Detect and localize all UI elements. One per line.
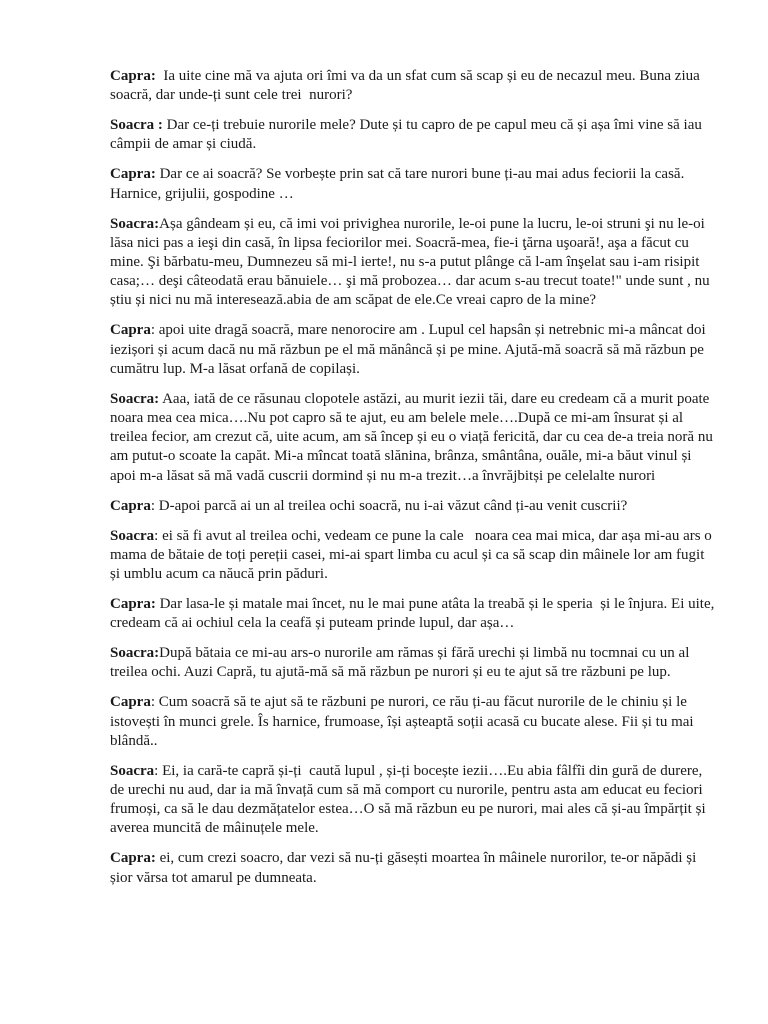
dialogue-line: Aaa, iată de ce răsunau clopotele astăzi, au murit iezii tăi, dare eu credeam că a murit poate noara mea cea mica….Nu pot capro să te ajut, eu am belele mele….După ce mi-am însurat și al treilea fecior, am crezut că, uite acum, am să încep și eu o viață fericită, dar cu cea de-a treia noră nu am putut-o scoate la capăt. Mi-a mîncat toată slănina, brânza, smântâna, ouăle, mi-a băut vinul și apoi m-a lăsat să mă vadă cuscrii dormind și nu m-a trezit…a învrăjbitși pe celelalte nurori bbox=[110, 390, 717, 484]
dialogue-paragraph bbox=[110, 165, 716, 203]
speaker-name: Soacra: bbox=[110, 215, 160, 232]
dialogue-paragraph bbox=[110, 67, 716, 105]
speaker-name: Capra bbox=[110, 322, 151, 339]
dialogue-paragraph bbox=[110, 497, 716, 516]
dialogue-line: Ia uite cine mă va ajuta ori îmi va da un sfat cum să scap și eu de necazul meu. Buna ziua soacră, dar unde-ți sunt cele trei nurori? bbox=[110, 68, 704, 104]
dialogue-line: După bătaia ce mi-au ars-o nurorile am rămas și fără urechi și limbă nu tocmnai cu un al treilea ochi. Auzi Capră, tu ajută-mă să mă răzbun pe nurori și eu te ajut să tre răzbuni pe lup. bbox=[110, 645, 694, 681]
dialogue-paragraph bbox=[110, 849, 716, 887]
dialogue-line: ei, cum crezi soacro, dar vezi să nu-ți găsești moartea în mâinele nurorilor, te-or năpădi și șior vărsa tot amarul pe dumneata. bbox=[110, 850, 701, 886]
speaker-name: Soacra: bbox=[110, 645, 160, 662]
dialogue-line: : D-apoi parcă ai un al treilea ochi soacră, nu i-ai văzut când ți-au venit cuscrii? bbox=[150, 497, 628, 514]
speaker-name: Soacra: bbox=[110, 390, 160, 407]
dialogue-paragraph bbox=[110, 390, 716, 486]
dialogue-line: Așa gândeam și eu, că imi voi privighea nurorile, le-oi pune la lucru, le-oi struni şi nu le-oi lăsa nici pas a ieşi din casă, în lipsa feciorilor mei. Soacră-mea, fie-i ţărna uşoară!, aşa a făcut cu mine. Şi bărbatu-meu, Dumnezeu să mi-l ierte!, nu s-a putut plânge că l-am înşelat sau i-am risipit casa;… deşi câteodată erau bănuiele… şi mă probozea… dar acum s-au trecut toate!" unde sunt , nu știu și nici nu mă interesează.abia de am scăpat de ele.Ce vreai capro de la mine? bbox=[110, 215, 714, 309]
speaker-name: Capra: bbox=[110, 850, 156, 867]
dialogue-line: : Cum soacră să te ajut să te răzbuni pe nurori, ce rău ți-au făcut nurorile de le chiniu și le istovești în munci grele. Îs harnice, frumoase, își așteaptă soții acasă cu bucate alese. Fii și tu mai blândă.. bbox=[110, 694, 698, 749]
speaker-name: Capra: bbox=[110, 68, 156, 84]
dialogue-line: : Ei, ia cară-te capră și-ți caută lupul , și-ți bocește iezii….Eu abia fâlfîi din gură de durere, de urechi nu aud, dar ia mă învață cum să mă comport cu nurorile, pentru asta am educat eu feciori frumoși, ca să le dau dezmățatelor estea…O să mă răzbun eu pe nurori, mai ales că și-au împărțit și averea muncită de mâinuțele mele. bbox=[110, 762, 710, 837]
speaker-name: Capra bbox=[110, 497, 151, 514]
dialogue-paragraph bbox=[110, 116, 716, 154]
speaker-name: Capra: bbox=[110, 596, 156, 613]
dialogue-paragraph bbox=[110, 693, 716, 751]
dialogue-line: Dar ce-ți trebuie nurorile mele? Dute și tu capro de pe capul meu că și așa îmi vine să iau câmpii de amar și ciudă. bbox=[110, 117, 706, 153]
dialogue-paragraph bbox=[110, 527, 716, 585]
dialogue-paragraph bbox=[110, 762, 716, 839]
dialogue-line: Dar ce ai soacră? Se vorbește prin sat că tare nurori bune ți-au mai adus feciorii la casă. Harnice, grijulii, gospodine … bbox=[110, 166, 689, 202]
speaker-name: Soacra : bbox=[110, 117, 163, 134]
dialogue-paragraph bbox=[110, 215, 716, 311]
speaker-name: Soacra bbox=[110, 762, 155, 779]
speaker-name: Soacra bbox=[110, 527, 155, 544]
dialogue-line: : apoi uite dragă soacră, mare nenorocire am . Lupul cel hapsân și netrebnic mi-a mâncat doi iezișori și acum dacă nu mă răzbun pe el mă mănâncă și pe mine. Ajută-mă soacră să mă răzbun pe cumătru lup. M-a lăsat orfană de copilași. bbox=[110, 322, 710, 377]
dialogue-line: Dar lasa-le și matale mai încet, nu le mai pune atâta la treabă și le speria și le înjura. Ei uite, credeam că ai ochiul cela la ceafă și puteam prinde lupul, dar așa… bbox=[110, 596, 719, 632]
dialogue-paragraph bbox=[110, 321, 716, 379]
dialogue-line: : ei să fi avut al treilea ochi, vedeam ce pune la cale noara cea mai mica, dar așa mi-au ars o mama de bătaie de toți pereții casei, mi-ai spart limba cu acul și ca să scap din mâinele lor am fugit și umblu acum ca năucă prin păduri. bbox=[110, 527, 716, 583]
speaker-name: Capra: bbox=[110, 166, 156, 183]
dialogue-paragraph bbox=[110, 595, 719, 633]
dialogue-text bbox=[110, 67, 719, 899]
speaker-name: Capra bbox=[110, 694, 151, 711]
dialogue-paragraph bbox=[110, 644, 716, 682]
